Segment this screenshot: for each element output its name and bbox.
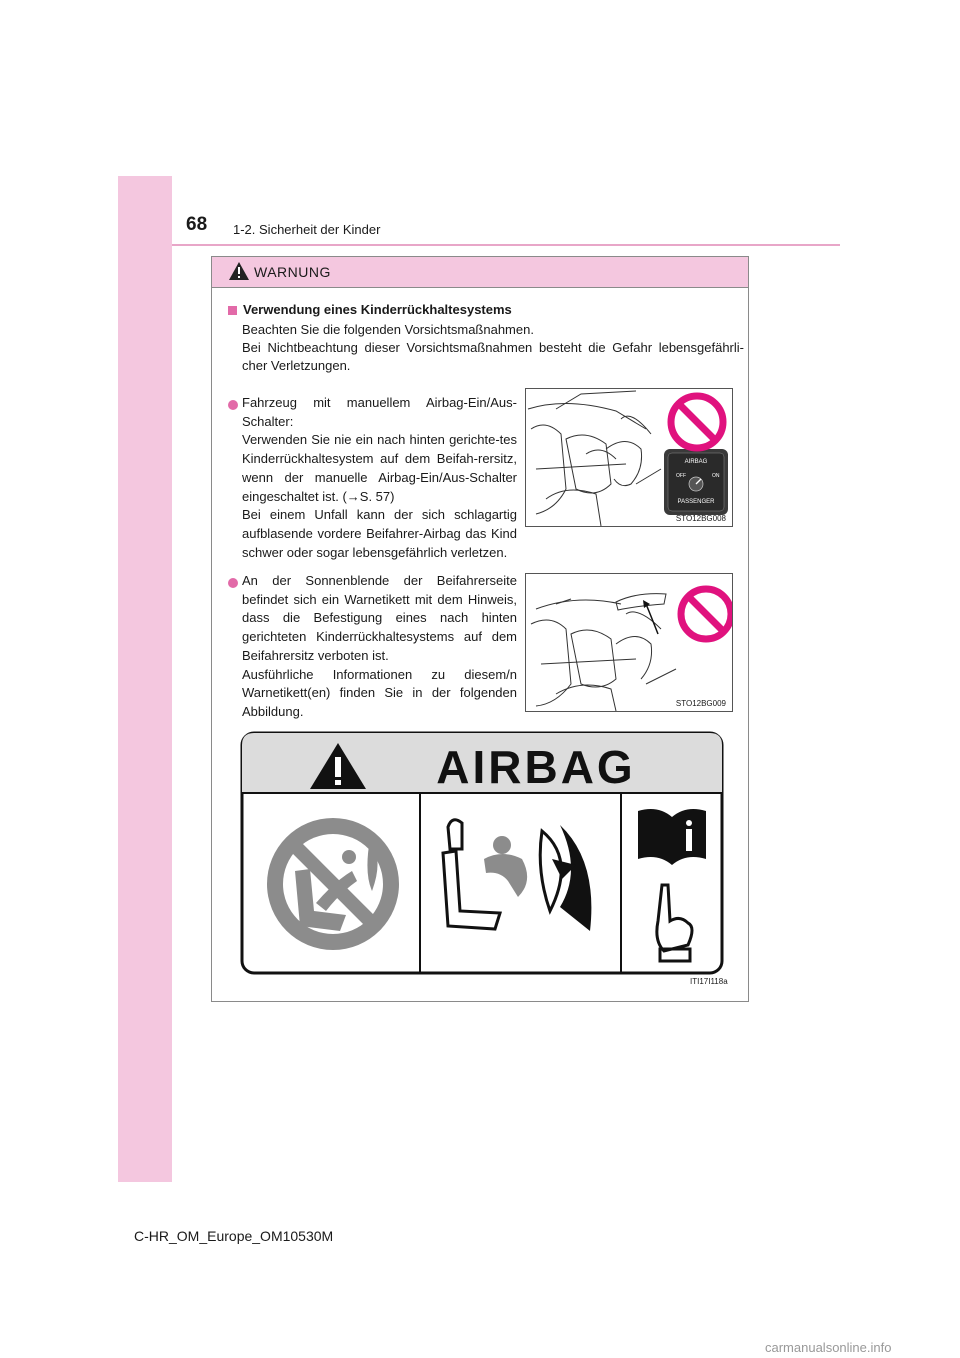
switch-off-label: OFF: [676, 473, 686, 479]
document-id: C-HR_OM_Europe_OM10530M: [134, 1228, 334, 1244]
manual-book-icon: [638, 809, 706, 865]
warning-subtitle: Verwendung eines Kinderrückhaltesystems: [243, 302, 512, 317]
car-interior-illustration: [526, 574, 732, 711]
warning-header: [212, 257, 748, 288]
item-text: [242, 394, 517, 562]
figure-sun-visor: [525, 573, 733, 712]
item-paragraph: Fahrzeug mit manuellem Airbag-Ein/Aus-Schalter:: [242, 395, 517, 429]
item-paragraph: An der Sonnenblende der Beifahrerseite befindet sich ein Warnetikett mit dem Hinweis, dass die Befestigung eines nach hinten gerichteten Kinderrückhaltesystems auf dem Beifahrersitz verboten ist.: [242, 573, 517, 663]
intro-line: Beachten Sie die folgenden Vorsichtsmaßnahmen.: [242, 322, 534, 337]
warning-label: WARNUNG: [254, 264, 331, 280]
page-number: 68: [186, 214, 208, 235]
figure-airbag-switch: [525, 388, 733, 527]
switch-on-label: ON: [712, 473, 720, 479]
figure-code: STO12BG009: [675, 699, 726, 708]
warning-box: [211, 256, 749, 1002]
warning-triangle-icon: [228, 261, 250, 281]
figure-code: STO12BG008: [675, 514, 726, 523]
item-paragraph: Verwenden Sie nie ein nach hinten gerichte-tes Kinderrückhaltesystem auf dem Beifah-rersitz, wenn der manuelle Airbag-Ein/Aus-Schalter eingeschaltet ist. (→S. 57): [242, 432, 517, 504]
item-text: [242, 572, 517, 722]
side-tab: [118, 176, 172, 1182]
intro-line: Bei Nichtbeachtung dieser Vorsichtsmaßnahmen besteht die Gefahr lebensgefährli-cher Verletzungen.: [242, 340, 744, 373]
no-child-seat-icon: [267, 818, 399, 950]
label-title: AIRBAG: [436, 741, 636, 793]
section-title: 1-2. Sicherheit der Kinder: [233, 222, 381, 237]
switch-title: AIRBAG: [684, 459, 708, 465]
header-rule: [172, 244, 840, 246]
switch-passenger-label: PASSENGER: [677, 499, 715, 505]
car-interior-illustration: [526, 389, 732, 526]
watermark: carmanualsonline.info: [765, 1340, 892, 1355]
square-bullet-icon: [228, 306, 237, 315]
round-bullet-icon: [228, 578, 238, 588]
airbag-warning-label: [240, 731, 724, 979]
figure-code: ITI17I118a: [690, 977, 728, 986]
warning-intro: [242, 321, 744, 375]
round-bullet-icon: [228, 400, 238, 410]
item-paragraph: Bei einem Unfall kann der sich schlagartig aufblasende vordere Beifahrer-Airbag das Kind schwer oder sogar lebensgefährlich verletzen.: [242, 507, 517, 560]
item-paragraph: Ausführliche Informationen zu diesem/n Warnetikett(en) finden Sie in der folgenden Abbildung.: [242, 666, 517, 719]
